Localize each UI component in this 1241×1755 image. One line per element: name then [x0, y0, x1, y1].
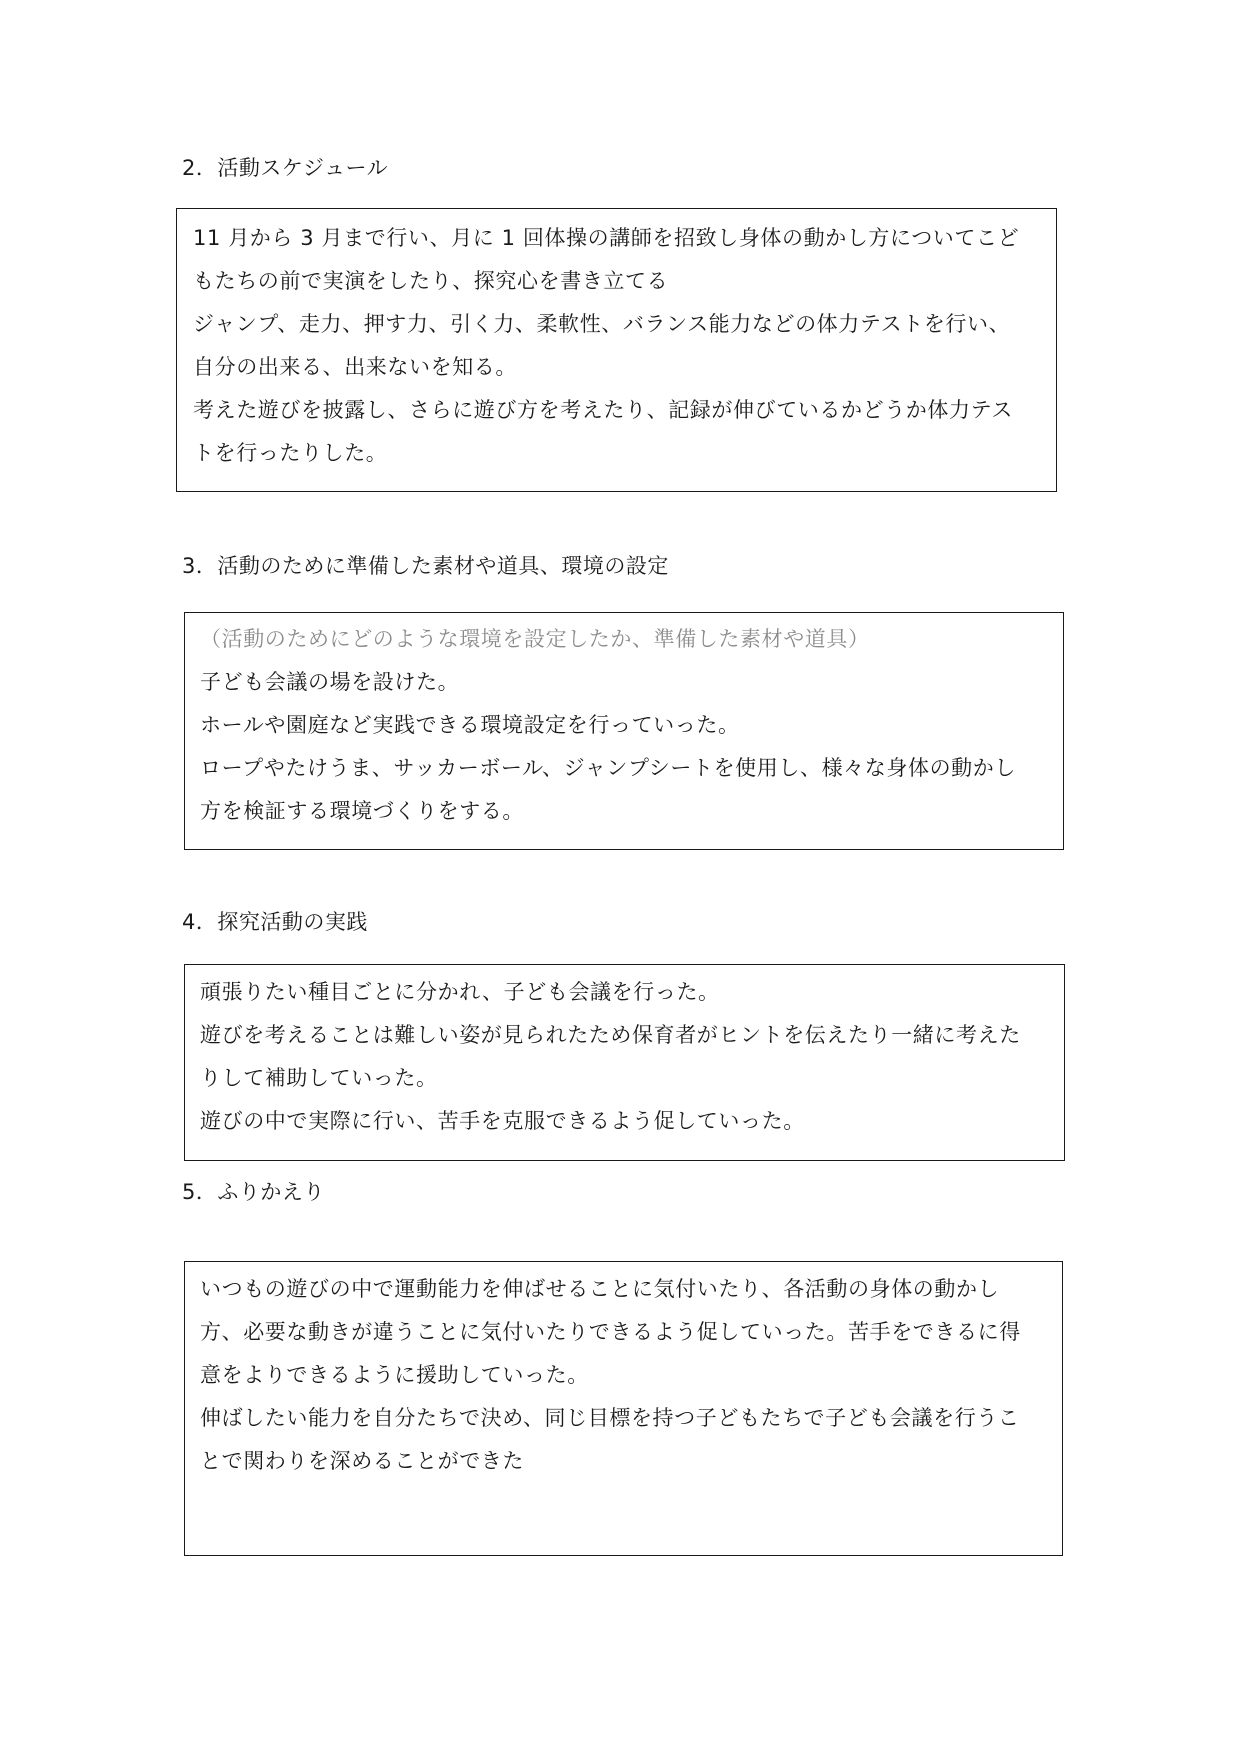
section-2-line: 考えた遊びを披露し、さらに遊び方を考えたり、記録が伸びているかどうか体力テス	[193, 398, 1013, 422]
section-4-line: 頑張りたい種目ごとに分かれ、子ども会議を行った。	[200, 980, 720, 1004]
section-3-line: 方を検証する環境づくりをする。	[200, 799, 524, 823]
section-2-line: 11 月から 3 月まで行い、月に 1 回体操の講師を招致し身体の動かし方についてこど	[193, 226, 1020, 250]
section-4-line: 遊びを考えることは難しい姿が見られたため保育者がヒントを伝えたり一緒に考えた	[200, 1023, 1021, 1047]
section-2-heading: 2．活動スケジュール	[182, 156, 389, 180]
section-4-line: 遊びの中で実際に行い、苦手を克服できるよう促していった。	[200, 1109, 805, 1133]
section-2-line: トを行ったりした。	[193, 441, 388, 465]
section-4-line: りして補助していった。	[200, 1066, 438, 1090]
section-4-heading: 4．探究活動の実践	[182, 910, 368, 934]
section-3-heading: 3．活動のために準備した素材や道具、環境の設定	[182, 554, 669, 578]
section-2-line: もたちの前で実演をしたり、探究心を書き立てる	[193, 269, 669, 293]
section-5-line: 伸ばしたい能力を自分たちで決め、同じ目標を持つ子どもたちで子ども会議を行うこ	[200, 1406, 1020, 1430]
section-5-heading: 5．ふりかえり	[182, 1180, 325, 1204]
section-3-line: ホールや園庭など実践できる環境設定を行っていった。	[200, 713, 740, 737]
section-3-line: 子ども会議の場を設けた。	[200, 670, 460, 694]
section-3-hint: （活動のためにどのような環境を設定したか、準備した素材や道具）	[200, 627, 870, 651]
section-3-line: ロープやたけうま、サッカーボール、ジャンプシートを使用し、様々な身体の動かし	[200, 756, 1016, 780]
section-5-line: いつもの遊びの中で運動能力を伸ばせることに気付いたり、各活動の身体の動かし	[200, 1277, 1000, 1301]
section-2-line: 自分の出来る、出来ないを知る。	[193, 355, 517, 379]
section-5-line: 意をよりできるように援助していった。	[200, 1363, 589, 1387]
section-2-line: ジャンプ、走力、押す力、引く力、柔軟性、バランス能力などの体力テストを行い、	[193, 312, 1011, 336]
section-5-line: 方、必要な動きが違うことに気付いたりできるよう促していった。苦手をできるに得	[200, 1320, 1021, 1344]
section-5-line: とで関わりを深めることができた	[200, 1449, 524, 1473]
